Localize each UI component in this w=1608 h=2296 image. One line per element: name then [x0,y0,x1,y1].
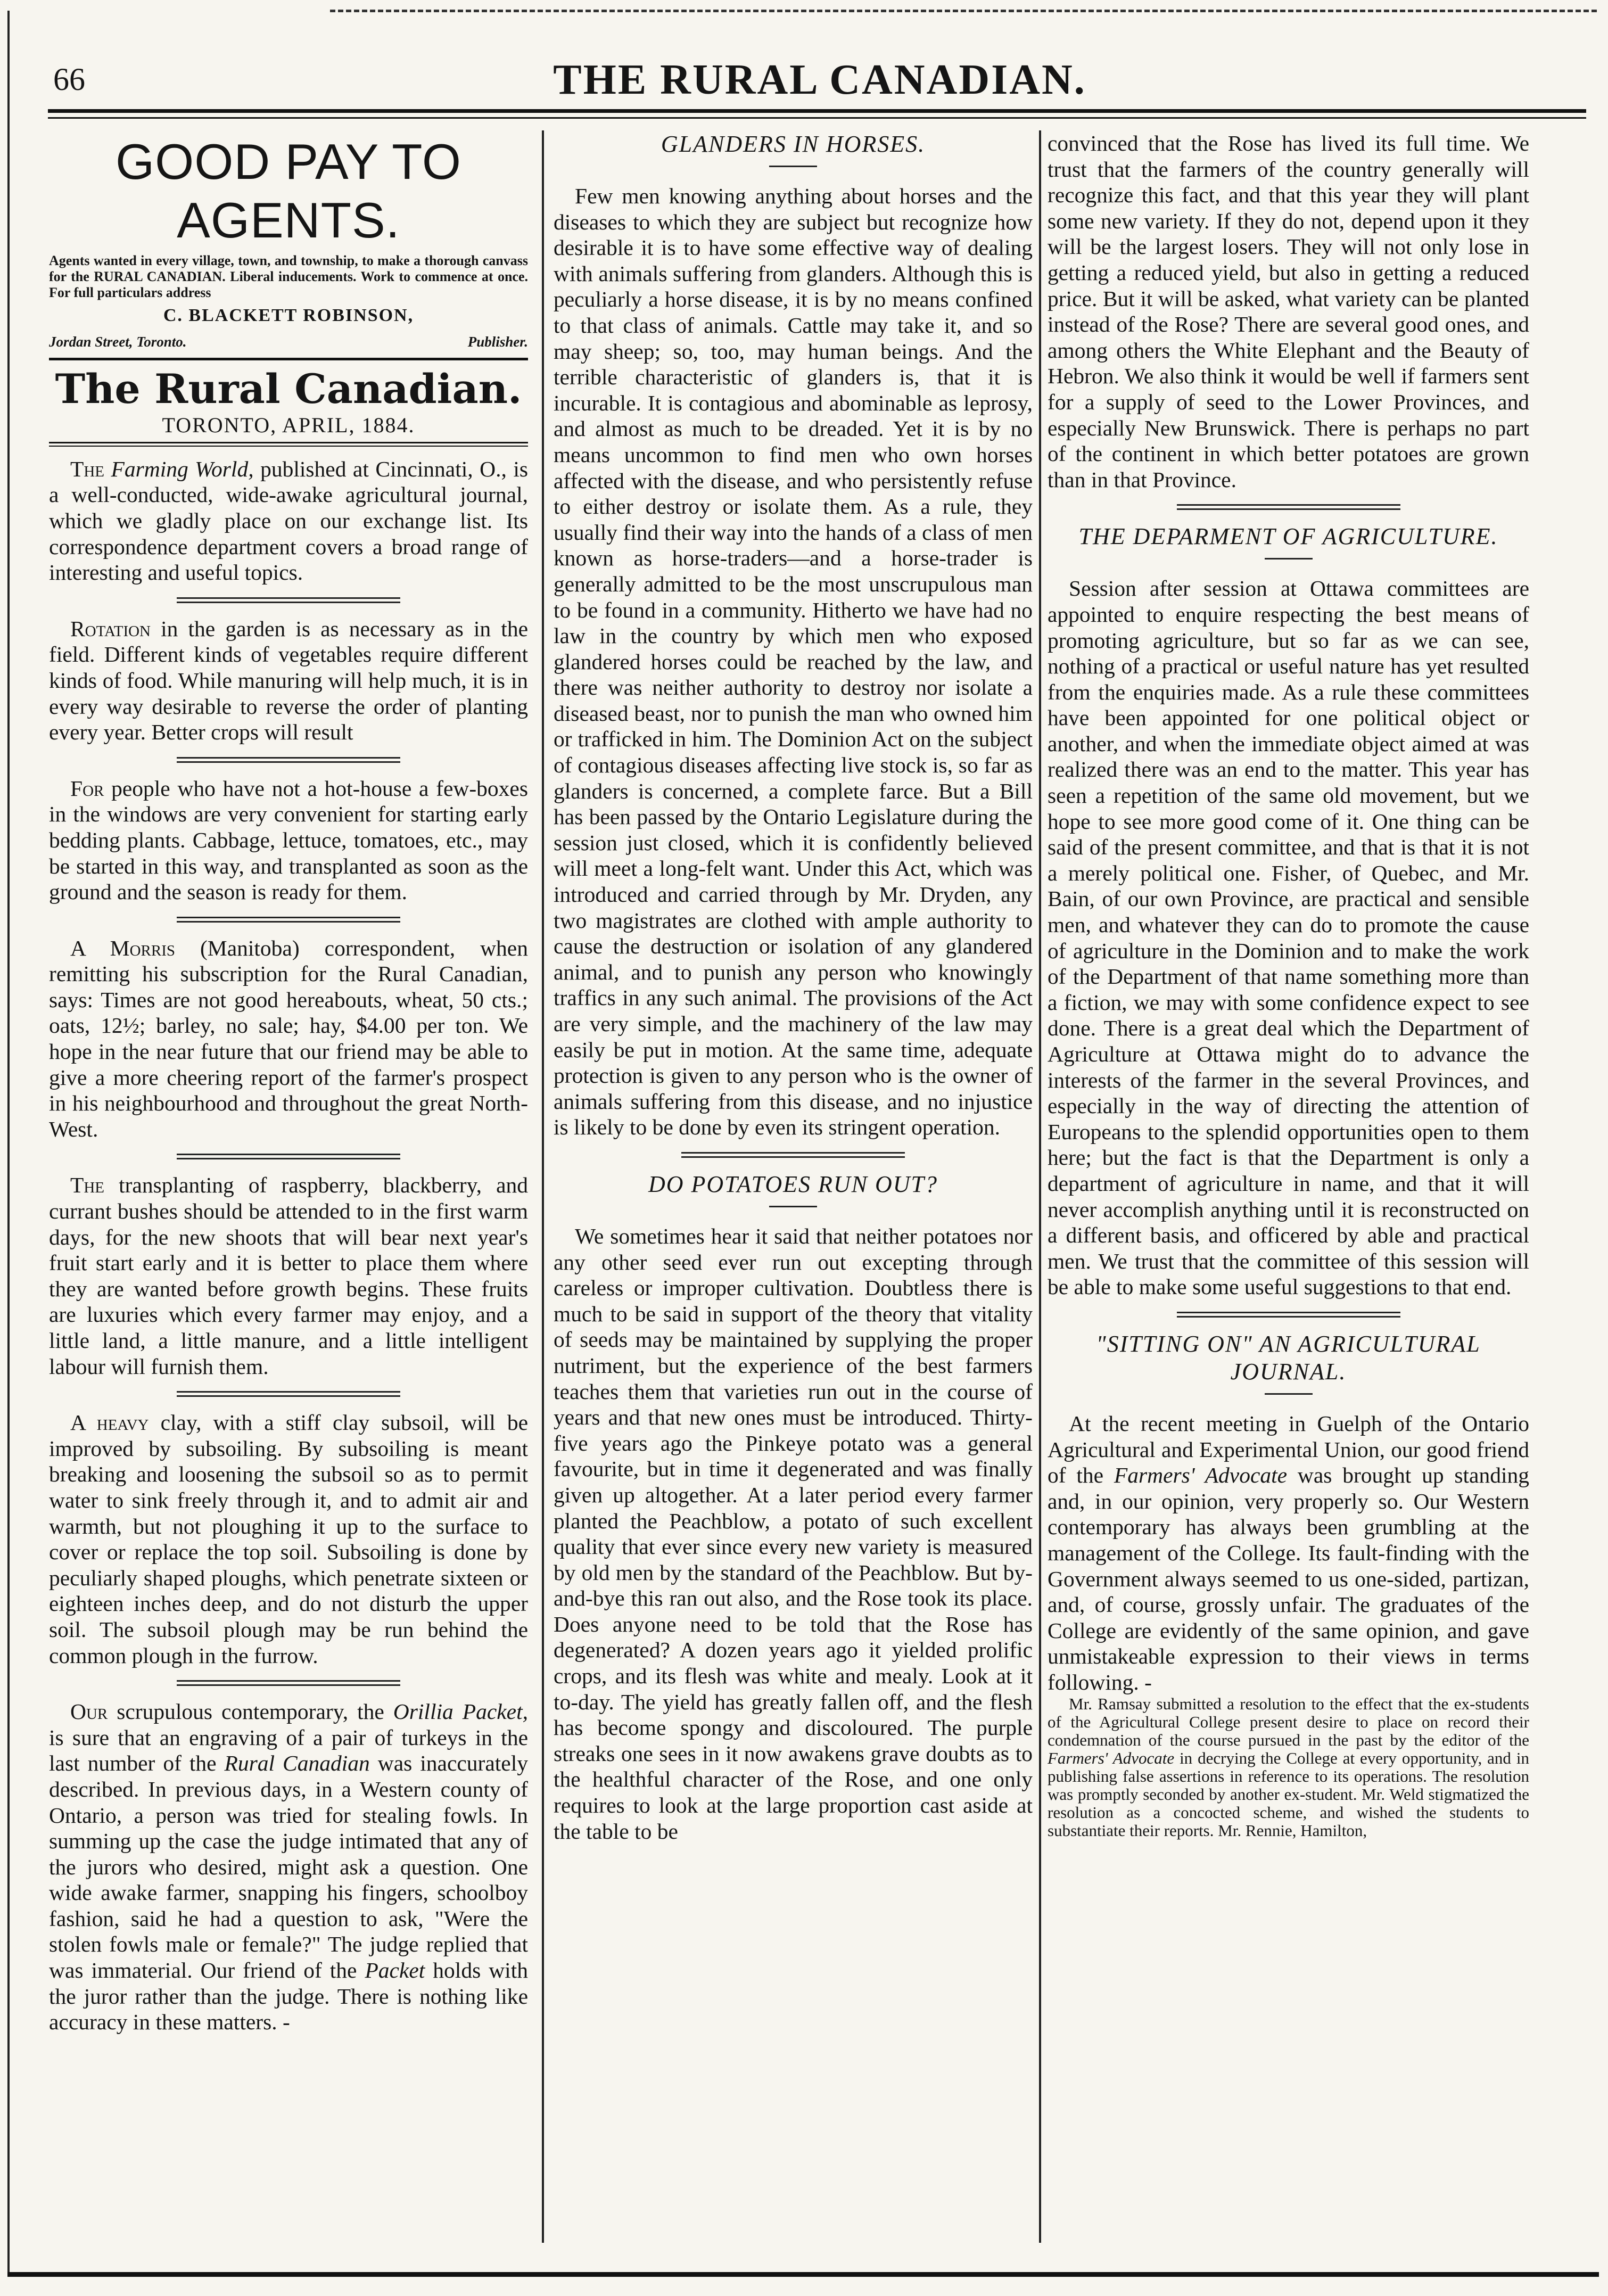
masthead-rule [49,442,528,447]
section-divider [177,1391,400,1397]
dateline: TORONTO, APRIL, 1884. [162,413,415,438]
paragraph-farming-world: The Farming World, published at Cincinnati, O., is a well-conducted, wide-awake agricultural journal, which we gladly place on our exchange list. Its correspondence department covers a broad range of interesting and useful topics. [49,456,528,585]
ad-address-line [49,329,528,355]
top-border [330,10,1597,12]
article-title-glanders: GLANDERS IN HORSES. [661,131,926,157]
title-rule [1265,1393,1313,1395]
bottom-rule [7,2272,1599,2277]
section-divider [177,757,400,763]
paragraph-subsoiling: A heavy clay, with a stiff clay subsoil, will be improved by subsoiling. By subsoiling is meant breaking and loosening the subsoil so as to permit water to sink freely through it, and to admit air and warmth, but not ploughing it up to the surface to cover or replace the top soil. Subsoiling is done by peculiarly shaped ploughs, which penetrate sixteen or eighteen inches deep, and do not disturb the upper soil. The subsoil plough may be run behind the common plough in the furrow. [49,1410,528,1668]
column-3 [1048,130,1529,2243]
article-title-sitting-on: "SITTING ON" AN AGRICULTURAL JOURNAL. [1096,1330,1481,1385]
title-rule [769,1206,817,1207]
paragraph-rotation: Rotation in the garden is as necessary as in the field. Different kinds of vegetables require different kinds of food. While manuring will help much, it is in every way desirable to reverse the order of planting every year. Better crops will result [49,616,528,745]
left-margin-line [7,11,10,2273]
paragraph-orillia-packet: Our scrupulous contemporary, the Orillia Packet, is sure that an engraving of a pair of turkeys in the last number of the Rural Canadian was inaccurately described. In previous days, in a Western county of Ontario, a person was tried for stealing fowls. In summing up the case the judge intimated that any of the jurors who desired, might ask a question. One wide awake farmer, snapping his fingers, schoolboy fashion, said he had a question to ask, "Were the stolen fowls male or female?" The judge replied that was immaterial. Our friend of the Packet holds with the juror rather than the judge. There is nothing like accuracy in these matters. - [49,1699,528,2035]
page-header [53,56,1586,114]
paragraph-morris: A Morris (Manitoba) correspondent, when remitting his subscription for the Rural Canadian, says: Times are not good hereabouts, wheat, 50 cts.; oats, 12½; barley, no sale; hay, $4.00 per ton. We hope in the near future that our friend may be able to give a more cheering report of the farmer's prospect in his neighbourhood and throughout the great North-West. [49,935,528,1141]
article-title-potatoes: DO POTATOES RUN OUT? [648,1171,938,1197]
section-divider [1177,504,1400,510]
column-1 [49,130,528,2243]
ad-address: Jordan Street, Toronto. [49,333,187,350]
journal-title: THE RURAL CANADIAN. [553,56,1086,103]
ad-publisher-name: C. BLACKETT ROBINSON, [163,306,414,325]
article-potatoes-continued: convinced that the Rose has lived its full time. We trust that the farmers of the country generally will recognize this fact, and that this year they will plant some new variety. If they do not, depend upon it they will be the largest losers. They will not only lose in getting a reduced yield, but also in getting a reduced price. But it will be asked, what variety can be planted instead of the Rose? There are several good ones, and among others the White Elephant and the Beauty of Hebron. We also think it would be well if farmers sent for a supply of seed to the Lower Provinces, and especially New Brunswick. There is perhaps no part of the continent in which better potatoes are grown than in that Province. [1048,131,1529,492]
section-divider [177,597,400,603]
article-potatoes: We sometimes hear it said that neither potatoes nor any other seed ever run out excepting through careless or improper cultivation. Doubtless there is much to be said in support of the theory that vitality of seeds may be maintained by supplying the proper nutriment, but the experience of the best farmers teaches them that varieties run out in the course of years and that new ones must be introduced. Thirty-five years ago the Pinkeye potato was a general favourite, but in time it degenerated and was finally given up altogether. At a later period every farmer planted the Peachblow, a potato of such excellent quality that ever since every new variety is measured by old men by the standard of the Peachblow. But by-and-bye this ran out also, and the Rose took its place. Does anyone need to be told that the Rose has degenerated? A dozen years ago it yielded prolific crops, and its flesh was white and mealy. Look at it to-day. The yield has greatly fallen off, and the flesh has become spongy and discoloured. The purple streaks one sees in it now awakens grave doubts as to the healthful character of the Rose, and one only requires to look at the large proportion cast aside at the table to be [554,1223,1033,1844]
section-divider [177,917,400,923]
column-2 [554,130,1033,2243]
agents-advertisement [49,133,528,360]
article-glanders: Few men knowing anything about horses and the diseases to which they are subject but recognize how desirable it is to have some effective way of dealing with animals suffering from glanders. Although this is peculiarly a horse disease, it is by no means confined to that class of animals. Cattle may take it, and so may sheep; so, too, may human beings. And the terrible characteristic of glanders is, that it is incurable. It is contagious and abominable as leprosy, and almost as much to be dreaded. Yet it is by no means uncommon to find men who own horses affected with the disease, and who persistently refuse to either destroy or isolate them. As a rule, they usually find their way into the hands of a class of men known as horse-traders—and a horse-trader is generally admitted to be the most unscrupulous man to be found in a community. Hitherto we have had no law in the country by which men who exposed glandered horses could be reached by the law, and there was neither authority to destroy nor isolate a diseased beast, nor to punish the man who owned him or trafficked in him. The Dominion Act on the subject of contagious diseases affecting live stock is, so far as glanders is concerned, a complete farce. But a Bill has been passed by the Ontario Legislature during the session just closed, which it is confidently believed will meet a long-felt want. Under this Act, which was introduced and carried through by Mr. Dryden, any two magistrates are clothed with ample authority to cause the destruction or isolation of any glandered animal, and to punish any person who knowingly traffics in any such animal. The provisions of the Act are very simple, and the machinery of the law may easily be put in motion. At the same time, adequate protection is given to any person who is the owner of animals suffering from this disease, and no injustice is likely to be done by even its stringent operation. [554,184,1033,1140]
ad-title: GOOD PAY TO AGENTS. [115,134,462,248]
section-divider [681,1152,905,1158]
header-rule [48,109,1586,113]
title-rule [1265,558,1313,559]
ad-role: Publisher. [467,333,528,350]
header-rule-thin [48,117,1586,119]
ad-body: Agents wanted in every village, town, and township, to make a thorough canvass for the RURAL CANADIAN. Liberal inducements. Work to commence at once. For full particulars address [49,253,528,300]
page-number: 66 [53,62,85,97]
title-rule [769,166,817,167]
article-title-department: THE DEPARMENT OF AGRICULTURE. [1078,523,1498,550]
column-rule [1039,130,1041,2243]
section-divider [177,1154,400,1159]
section-divider [177,1680,400,1686]
ad-rule [49,358,528,360]
quoted-report: Mr. Ramsay submitted a resolution to the effect that the ex-students of the Agricultural College present desire to place on record their condemnation of the course pursued in the past by the editor of the Farmers' Advocate in decrying the College at every opportunity, and in publishing false assertions in reference to its operations. The resolution was promptly seconded by another ex-student. Mr. Weld stigmatized the resolution as a concocted scheme, and wished the students to substantiate their reports. Mr. Rennie, Hamilton, [1048,1694,1529,1840]
paragraph-transplanting: The transplanting of raspberry, blackberry, and currant bushes should be attended to in the first warm days, for the new shoots that will bear next year's fruit start early and it is better to place them where they are wanted before growth begins. These fruits are luxuries which every farmer may enjoy, and a little land, a little manure, and a little intelligent labour will furnish them. [49,1173,528,1379]
section-divider [1177,1312,1400,1318]
article-sitting-on: At the recent meeting in Guelph of the Ontario Agricultural and Experimental Union, our good friend of the Farmers' Advocate was brought up standing and, in our opinion, very properly so. Our Western contemporary has always been grumbling at the management of the College. Its fault-finding with the Government always seemed to us one-sided, partizan, and, of course, grossly unfair. The graduates of the College are evidently of the same opinion, and gave unmistakeable expression to their views in terms following. - [1048,1411,1529,1694]
column-rule [542,130,544,2243]
paragraph-hot-house: For people who have not a hot-house a few-boxes in the windows are very convenient for starting early bedding plants. Cabbage, lettuce, tomatoes, etc., may be started in this way, and transplanted as soon as the ground and the season is ready for them. [49,776,528,904]
article-department: Session after session at Ottawa committees are appointed to enquire respecting the best means of promoting agriculture, but so far as we can see, nothing of a practical or useful nature has yet resulted from the enquiries made. As a rule these committees have been appointed for one political object or another, and when the immediate object aimed at was realized there was an end to the matter. This year has seen a repetition of the same old movement, but we hope to see more good come of it. One thing can be said of the present committee, and that is that it is not a merely political one. Fisher, of Quebec, and Mr. Bain, of our own Province, are practical and sensible men, and whatever they can do to promote the cause of agriculture in the Dominion and to make the work of the Department of that name something more than a fiction, we may with some confidence expect to see done. There is a great deal which the Department of Agriculture at Ottawa might do to advance the interests of the farmer in the several Provinces, and especially in the way of directing the attention of Europeans to the splendid opportunities open to them here; but the fact is that the Department is only a department of agriculture in name, and that it will never accomplish anything until it is reconstructed on a different basis, and officered by able and practical men. We trust that the committee of this session will be able to make some useful suggestions to that end. [1048,576,1529,1299]
masthead-title: The Rural Canadian. [55,365,522,413]
